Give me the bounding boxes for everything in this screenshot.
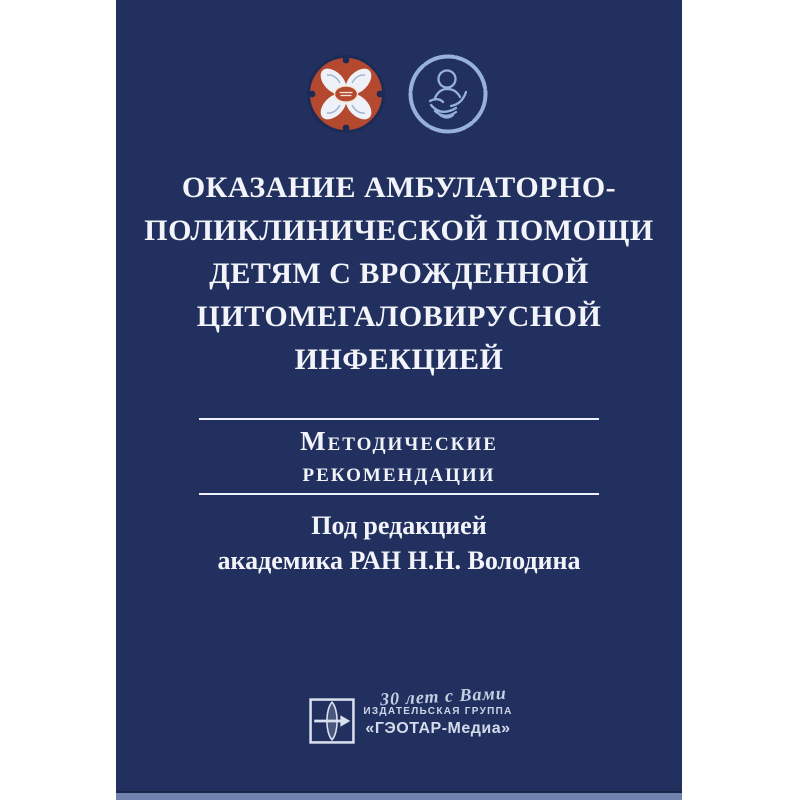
title-line: ПОЛИКЛИНИЧЕСКОЙ ПОМОЩИ: [144, 214, 654, 247]
subtitle-methodical-recommendations: Методические рекомендации: [199, 418, 599, 495]
book-cover: [116, 0, 682, 800]
emblems-row: [116, 50, 682, 138]
publisher-block: [116, 682, 682, 744]
publisher-text: [363, 682, 513, 738]
anniversary-script: 30 лет с Вами: [379, 682, 507, 710]
neonatology-emblem-icon: [404, 50, 492, 138]
editor-line: Под редакцией: [311, 511, 487, 540]
book-bottom-edge: [116, 791, 682, 800]
publisher-group-label: ИЗДАТЕЛЬСКАЯ ГРУППА: [363, 706, 513, 717]
editor-line: академика РАН Н.Н. Володина: [217, 546, 581, 575]
publisher-brand-name: «ГЭОТАР-Медиа»: [365, 720, 511, 737]
title-line: ДЕТЯМ С ВРОЖДЕННОЙ: [209, 257, 589, 290]
title-line: ЦИТОМЕГАЛОВИРУСНОЙ: [196, 300, 602, 333]
title-line: ОКАЗАНИЕ АМБУЛАТОРНО-: [181, 171, 617, 204]
editor-credit: [116, 508, 682, 578]
title-line: ИНФЕКЦИЕЙ: [294, 343, 504, 376]
geotar-logo-icon: [309, 698, 355, 744]
book-title: [116, 166, 682, 381]
perinatal-medicine-emblem-icon: [306, 54, 386, 134]
